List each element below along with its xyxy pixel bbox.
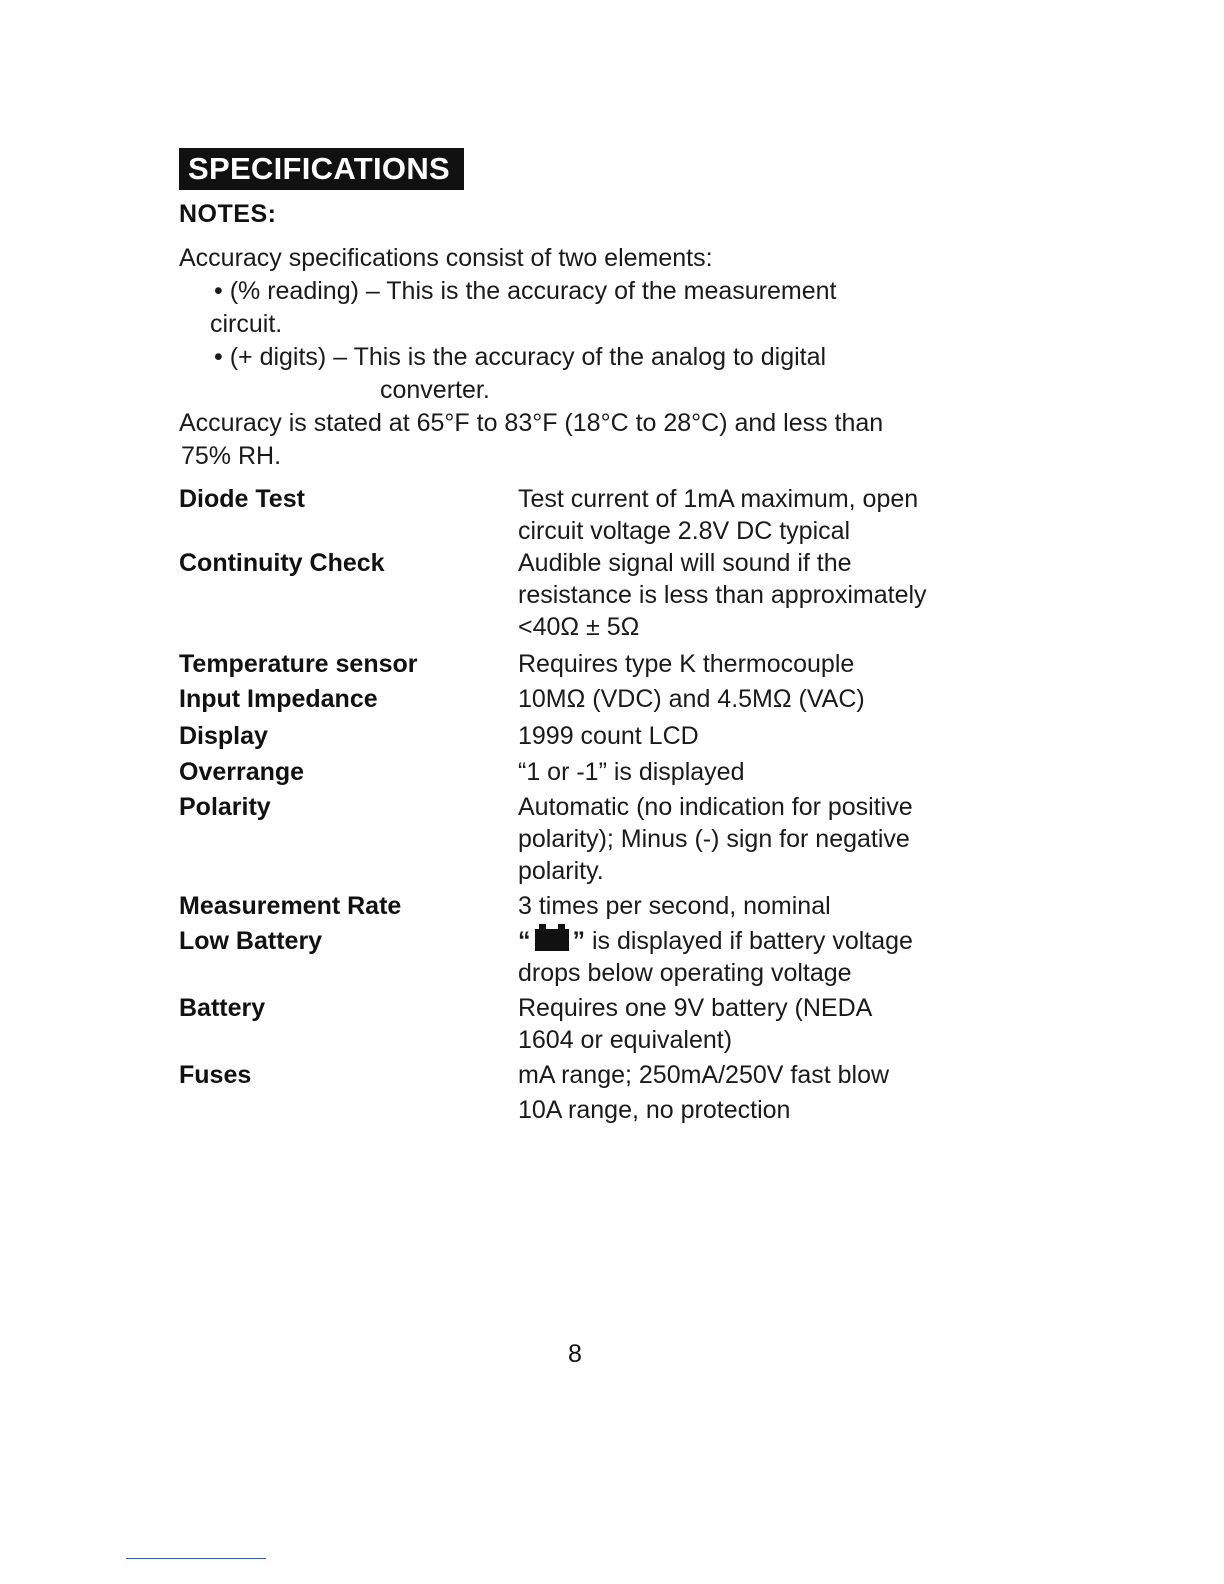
spec-label-fuses: Fuses <box>179 1061 252 1089</box>
spec-label-overrange: Overrange <box>179 758 305 786</box>
spec-label-low-battery: Low Battery <box>179 927 323 955</box>
footer-rule <box>126 1558 266 1559</box>
notes-bullet-reading-cont: circuit. <box>210 310 283 338</box>
spec-value-battery <box>518 992 872 1056</box>
battery-icon <box>535 929 569 951</box>
spec-value-display <box>518 720 699 752</box>
spec-label-battery: Battery <box>179 994 266 1022</box>
spec-label-diode-test: Diode Test <box>179 485 305 513</box>
spec-value-line <box>518 925 913 957</box>
spec-label-measurement-rate: Measurement Rate <box>179 892 402 920</box>
notes-bullet-reading: • (% reading) – This is the accuracy of the measurement <box>214 277 837 305</box>
spec-value-input-impedance <box>518 683 865 715</box>
page-number: 8 <box>568 1340 582 1368</box>
spec-label-temperature-sensor: Temperature sensor <box>179 650 418 678</box>
open-quote: “ <box>518 927 531 955</box>
spec-value-line: 1999 count LCD <box>518 722 699 750</box>
section-title: SPECIFICATIONS <box>179 148 464 190</box>
spec-value-line: 10A range, no protection <box>518 1096 791 1124</box>
spec-value-measurement-rate <box>518 890 831 922</box>
spec-value-diode-test <box>518 483 918 547</box>
notes-accuracy-statement: Accuracy is stated at 65°F to 83°F (18°C to 28°C) and less than <box>179 409 884 437</box>
spec-value-line: resistance is less than approximately <box>518 581 927 609</box>
spec-value-line: drops below operating voltage <box>518 959 852 987</box>
spec-value-fuses <box>518 1059 889 1126</box>
spec-label-continuity-check: Continuity Check <box>179 549 385 577</box>
notes-bullet-digits: • (+ digits) – This is the accuracy of the analog to digital <box>214 343 827 371</box>
spec-value-temperature-sensor <box>518 648 854 680</box>
spec-label-polarity: Polarity <box>179 793 271 821</box>
low-battery-text: is displayed if battery voltage <box>585 927 913 955</box>
spec-value-line: Audible signal will sound if the <box>518 549 852 577</box>
spec-value-line: Requires type K thermocouple <box>518 650 855 678</box>
spec-label-display: Display <box>179 722 268 750</box>
spec-value-line: <40Ω ± 5Ω <box>518 613 640 641</box>
notes-accuracy-statement-cont: 75% RH. <box>181 442 282 470</box>
spec-value-line: polarity); Minus (-) sign for negative <box>518 825 910 853</box>
spec-value-line: Requires one 9V battery (NEDA <box>518 994 873 1022</box>
spec-value-line: 10MΩ (VDC) and 4.5MΩ (VAC) <box>518 685 865 713</box>
notes-heading: NOTES: <box>179 200 277 228</box>
notes-bullet-digits-cont: converter. <box>380 376 490 404</box>
spec-value-line: “1 or -1” is displayed <box>518 758 745 786</box>
spec-value-line: circuit voltage 2.8V DC typical <box>518 517 851 545</box>
spec-value-line: 1604 or equivalent) <box>518 1026 733 1054</box>
spec-value-line: polarity. <box>518 857 604 885</box>
spec-value-polarity <box>518 791 913 887</box>
close-quote: ” <box>572 927 585 955</box>
spec-value-line: mA range; 250mA/250V fast blow <box>518 1061 890 1089</box>
spec-label-input-impedance: Input Impedance <box>179 685 378 713</box>
notes-intro: Accuracy specifications consist of two elements: <box>179 244 713 272</box>
spec-value-line: Test current of 1mA maximum, open <box>518 485 919 513</box>
spec-value-low-battery <box>518 925 913 989</box>
spec-value-continuity-check <box>518 547 927 643</box>
spec-value-line: 3 times per second, nominal <box>518 892 831 920</box>
spec-value-overrange <box>518 756 744 788</box>
spec-value-line: Automatic (no indication for positive <box>518 793 913 821</box>
